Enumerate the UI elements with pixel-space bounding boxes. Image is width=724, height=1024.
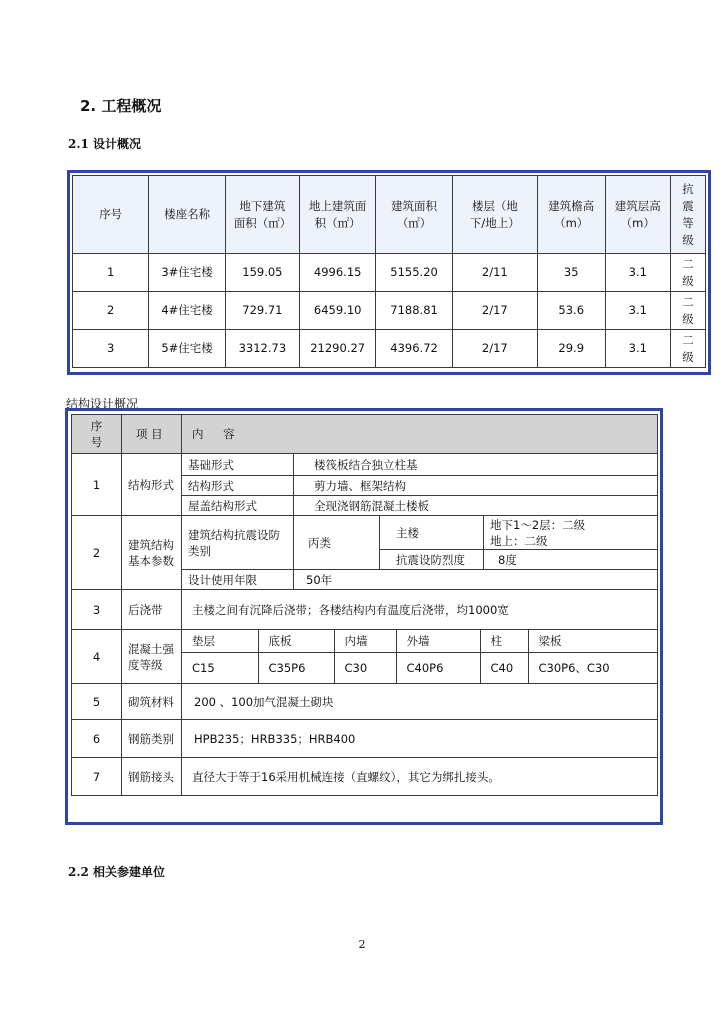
concrete-head: 梁板 [528,630,657,652]
concrete-value: C40P6 [396,652,480,683]
cell: 2/11 [452,254,537,292]
row-no: 7 [72,758,122,796]
cell: 3.1 [605,330,670,368]
design-overview-table [72,175,706,368]
row-no: 1 [72,454,122,516]
row-no: 3 [72,590,122,630]
header-no: 序号 [72,415,122,454]
cell: 5#住宅楼 [149,330,225,368]
section-title: 2. 工程概况 [80,97,162,115]
row-value: 50年 [294,570,658,590]
row-key: 基础形式 [182,454,294,476]
row-content: 主楼之间有沉降后浇带；各楼结构内有温度后浇带，均1000宽 [182,590,658,630]
row-no: 6 [72,720,122,758]
concrete-head: 外墙 [396,630,480,652]
cell: 3.1 [605,254,670,292]
header-cell: 地下建筑面积（㎡） [225,176,299,254]
header-cell: 抗震等级 [671,176,706,254]
concrete-head: 底板 [258,630,334,652]
table-row [73,330,706,368]
cell: 7188.81 [376,292,452,330]
concrete-head: 垫层 [182,630,258,652]
row-value: 丙类 [294,516,380,570]
cell: 53.6 [537,292,605,330]
concrete-value: C35P6 [258,652,334,683]
row-content: 200 、100加气混凝土砌块 [182,684,658,720]
row-key: 屋盖结构形式 [182,496,294,516]
header-cell: 序号 [73,176,149,254]
table-row [72,720,658,758]
row-no: 4 [72,630,122,684]
cell: 4396.72 [376,330,452,368]
header-cell: 楼座名称 [149,176,225,254]
row-value: 楼筏板结合独立柱基 [294,454,658,476]
header-cell: 楼层（地下/地上） [452,176,537,254]
cell: 二级 [671,254,706,292]
concrete-grade-table [182,630,657,683]
cell: 729.71 [225,292,299,330]
cell: 3.1 [605,292,670,330]
table-header-row [72,415,658,454]
structure-design-table [71,414,658,796]
cell: 5155.20 [376,254,452,292]
design-overview-table-frame [67,170,711,375]
seismic-grade-underground: 地下1～2层：二级 [490,517,586,532]
cell: 2 [73,292,149,330]
cell: 3 [73,330,149,368]
header-cell: 建筑层高（m） [605,176,670,254]
row-no: 2 [72,516,122,590]
table-row [72,516,658,550]
table-row [73,292,706,330]
cell: 2/17 [452,292,537,330]
row-value: 剪力墙、框架结构 [294,476,658,496]
row-content: HPB235；HRB335；HRB400 [182,720,658,758]
row-item: 混凝土强度等级 [122,630,182,684]
row-item: 钢筋类别 [122,720,182,758]
cell: 21290.27 [299,330,375,368]
cell: 159.05 [225,254,299,292]
cell: 1 [73,254,149,292]
cell: 4996.15 [299,254,375,292]
cell: 29.9 [537,330,605,368]
row-item: 建筑结构基本参数 [122,516,182,590]
cell: 3#住宅楼 [149,254,225,292]
cell: 二级 [671,330,706,368]
cell: 4#住宅楼 [149,292,225,330]
concrete-head: 柱 [480,630,528,652]
main-building-label: 主楼 [380,516,484,550]
table-row [72,758,658,796]
cell: 2/17 [452,330,537,368]
header-content: 内 容 [182,415,658,454]
concrete-value: C15 [182,652,258,683]
row-item: 结构形式 [122,454,182,516]
seismic-grade [484,516,658,550]
header-cell: 建筑面积（㎡） [376,176,452,254]
row-value: 8度 [484,550,658,570]
structure-table-frame [65,408,663,825]
concrete-value: C30P6、C30 [528,652,657,683]
cell: 二级 [671,292,706,330]
concrete-value: C30 [334,652,396,683]
structure-caption: 结构设计概况 [66,397,139,411]
page-number: 2 [358,938,366,951]
cell: 35 [537,254,605,292]
row-item: 后浇带 [122,590,182,630]
seismic-grade-aboveground: 地上：二级 [490,533,548,548]
table-row [72,590,658,630]
table-row [72,630,658,684]
row-key: 设计使用年限 [182,570,294,590]
table-row [73,254,706,292]
subsection-design-overview: 2.1 设计概况 [68,137,142,151]
row-item: 钢筋接头 [122,758,182,796]
table-header-row [73,176,706,254]
subsection-participating-units: 2.2 相关参建单位 [68,865,166,879]
table-row [72,684,658,720]
cell: 6459.10 [299,292,375,330]
concrete-value: C40 [480,652,528,683]
cell: 3312.73 [225,330,299,368]
row-no: 5 [72,684,122,720]
row-key: 建筑结构抗震设防类别 [182,516,294,570]
header-cell: 建筑檐高（m） [537,176,605,254]
row-key: 结构形式 [182,476,294,496]
row-content: 直径大于等于16采用机械连接（直螺纹），其它为绑扎接头。 [182,758,658,796]
row-value: 全现浇钢筋混凝土楼板 [294,496,658,516]
row-key: 抗震设防烈度 [380,550,484,570]
header-item: 项 目 [122,415,182,454]
table-row [72,454,658,476]
concrete-head: 内墙 [334,630,396,652]
concrete-grade-grid [182,630,658,684]
header-cell: 地上建筑面积（㎡） [299,176,375,254]
row-item: 砌筑材料 [122,684,182,720]
